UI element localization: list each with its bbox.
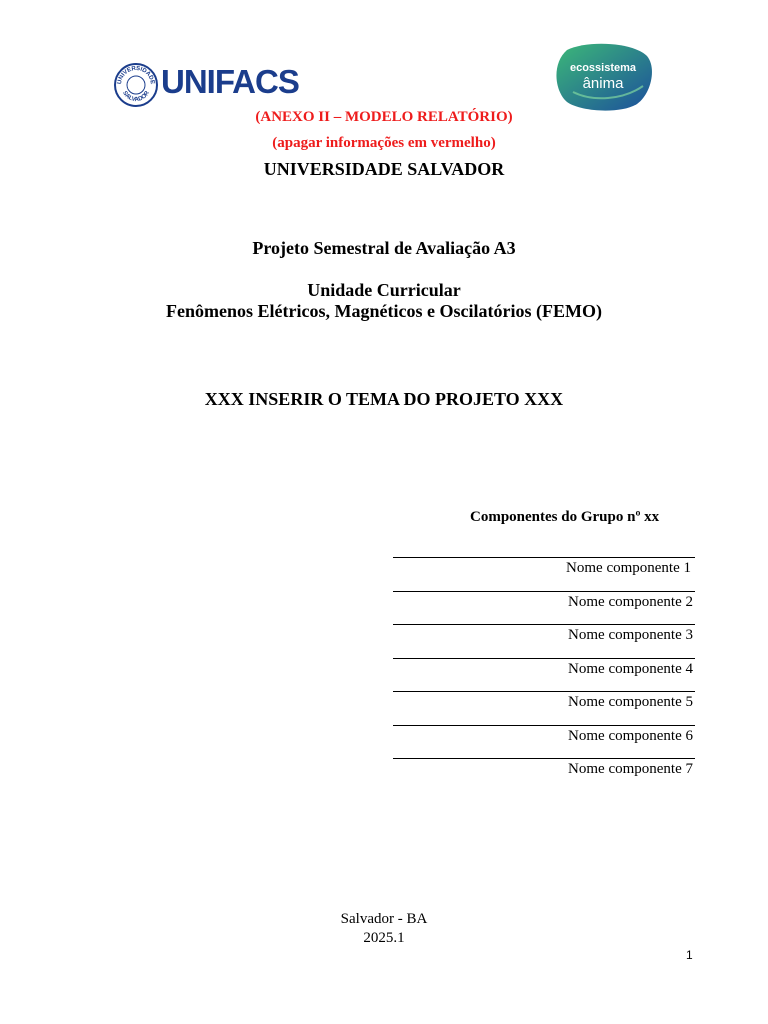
- anima-line2: ânima: [582, 75, 624, 92]
- group-member: Nome componente 1: [566, 560, 691, 576]
- group-member: Nome componente 5: [568, 694, 693, 710]
- signature-line: [393, 557, 695, 558]
- seal-top-text: UNIVERSIDADE: [116, 65, 156, 85]
- signature-line: [393, 691, 695, 692]
- unifacs-logo: [113, 60, 313, 106]
- signature-line: [393, 758, 695, 759]
- annex-title: (ANEXO II – MODELO RELATÓRIO): [255, 109, 513, 125]
- anima-line1: ecossistema: [569, 62, 637, 74]
- svg-text:SALVADOR: [121, 90, 151, 103]
- project-theme: XXX INSERIR O TEMA DO PROJETO XXX: [204, 389, 564, 409]
- group-member: Nome componente 2: [568, 594, 693, 610]
- anima-logo: [553, 42, 655, 112]
- footer-city: Salvador - BA: [340, 911, 428, 927]
- unifacs-wordmark: UNIFACS: [161, 63, 299, 100]
- signature-line: [393, 591, 695, 592]
- unifacs-seal-icon: [113, 62, 159, 108]
- unit-name: Fenômenos Elétricos, Magnéticos e Oscilatórios (FEMO): [166, 301, 602, 321]
- university-name: UNIVERSIDADE SALVADOR: [263, 159, 505, 179]
- instruction-note: (apagar informações em vermelho): [272, 135, 496, 151]
- unit-label: Unidade Curricular: [307, 280, 461, 300]
- seal-bottom-text: SALVADOR: [121, 90, 151, 104]
- group-heading: Componentes do Grupo nº xx: [470, 509, 660, 525]
- project-title: Projeto Semestral de Avaliação A3: [252, 238, 516, 258]
- group-member: Nome componente 7: [568, 761, 693, 777]
- group-member: Nome componente 4: [568, 661, 693, 677]
- page-number: 1: [686, 948, 693, 962]
- group-member: Nome componente 3: [568, 627, 693, 643]
- footer-year: 2025.1: [363, 930, 405, 946]
- signature-line: [393, 725, 695, 726]
- group-member: Nome componente 6: [568, 728, 693, 744]
- signature-line: [393, 624, 695, 625]
- signature-line: [393, 658, 695, 659]
